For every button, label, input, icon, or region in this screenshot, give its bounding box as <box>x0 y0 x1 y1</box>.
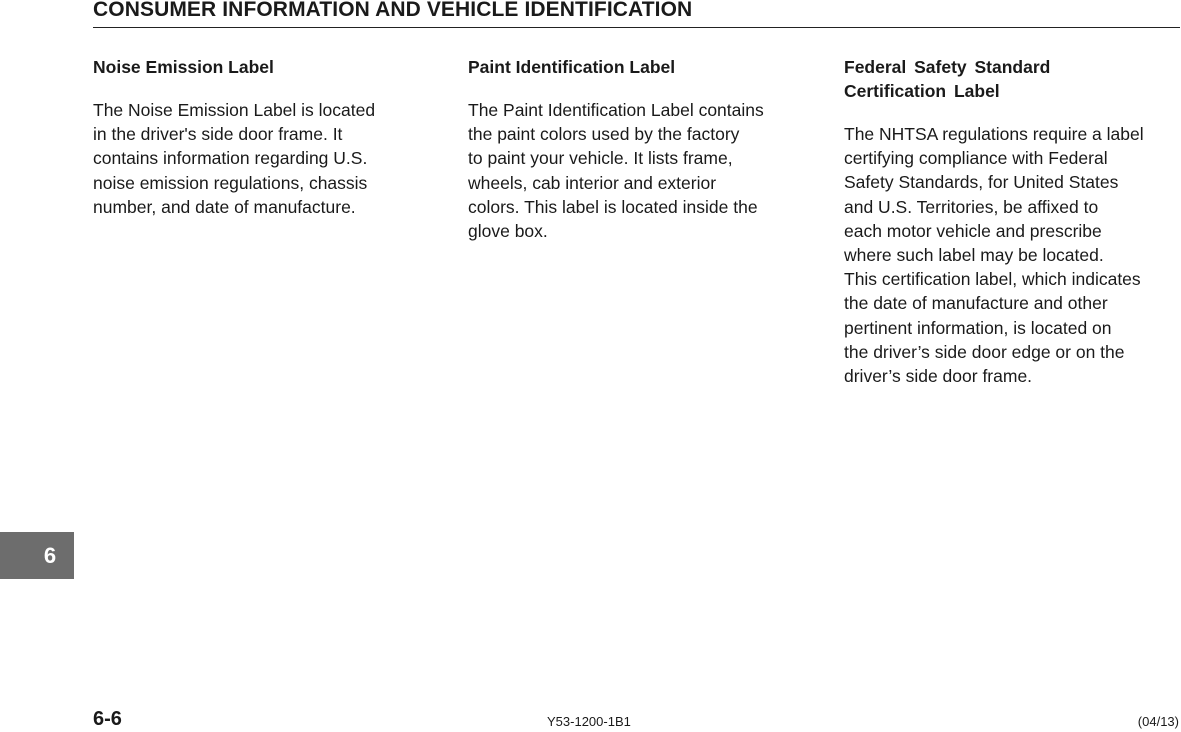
revision-date: (04/13) <box>1137 714 1179 729</box>
page-number: 6-6 <box>93 708 122 730</box>
section-body: The NHTSA regulations require a label certifying compliance with Federal Safety Standards, for United States and U.S. Territories, be affixed to each motor vehicle and prescribe where such label may be located. This certification label, which indicates the date of manufacture and other pertinent information, is located on the driver’s side door edge or on the driver’s side door frame. <box>844 124 1144 387</box>
document-code: Y53-1200-1B1 <box>547 714 631 729</box>
section-federal-safety-standard-label <box>844 55 1181 388</box>
section-body: The Paint Identification Label contains the paint colors used by the factory to paint your vehicle. It lists frame, wheels, cab interior and exterior colors. This label is located inside the glove box. <box>468 100 764 242</box>
section-body: The Noise Emission Label is located in the driver's side door frame. It contains information regarding U.S. noise emission regulations, chassis number, and date of manufacture. <box>93 100 376 217</box>
chapter-number: 6 <box>43 542 57 568</box>
page-title: CONSUMER INFORMATION AND VEHICLE IDENTIFICATION <box>93 0 693 21</box>
section-heading: Paint Identification Label <box>468 57 676 77</box>
section-heading: Noise Emission Label <box>93 57 274 77</box>
section-noise-emission-label <box>93 55 433 219</box>
section-paint-identification-label <box>468 55 813 243</box>
title-divider <box>93 27 1180 28</box>
section-heading: Federal Safety Standard Certification Label <box>844 57 1051 101</box>
chapter-tab <box>0 532 74 579</box>
